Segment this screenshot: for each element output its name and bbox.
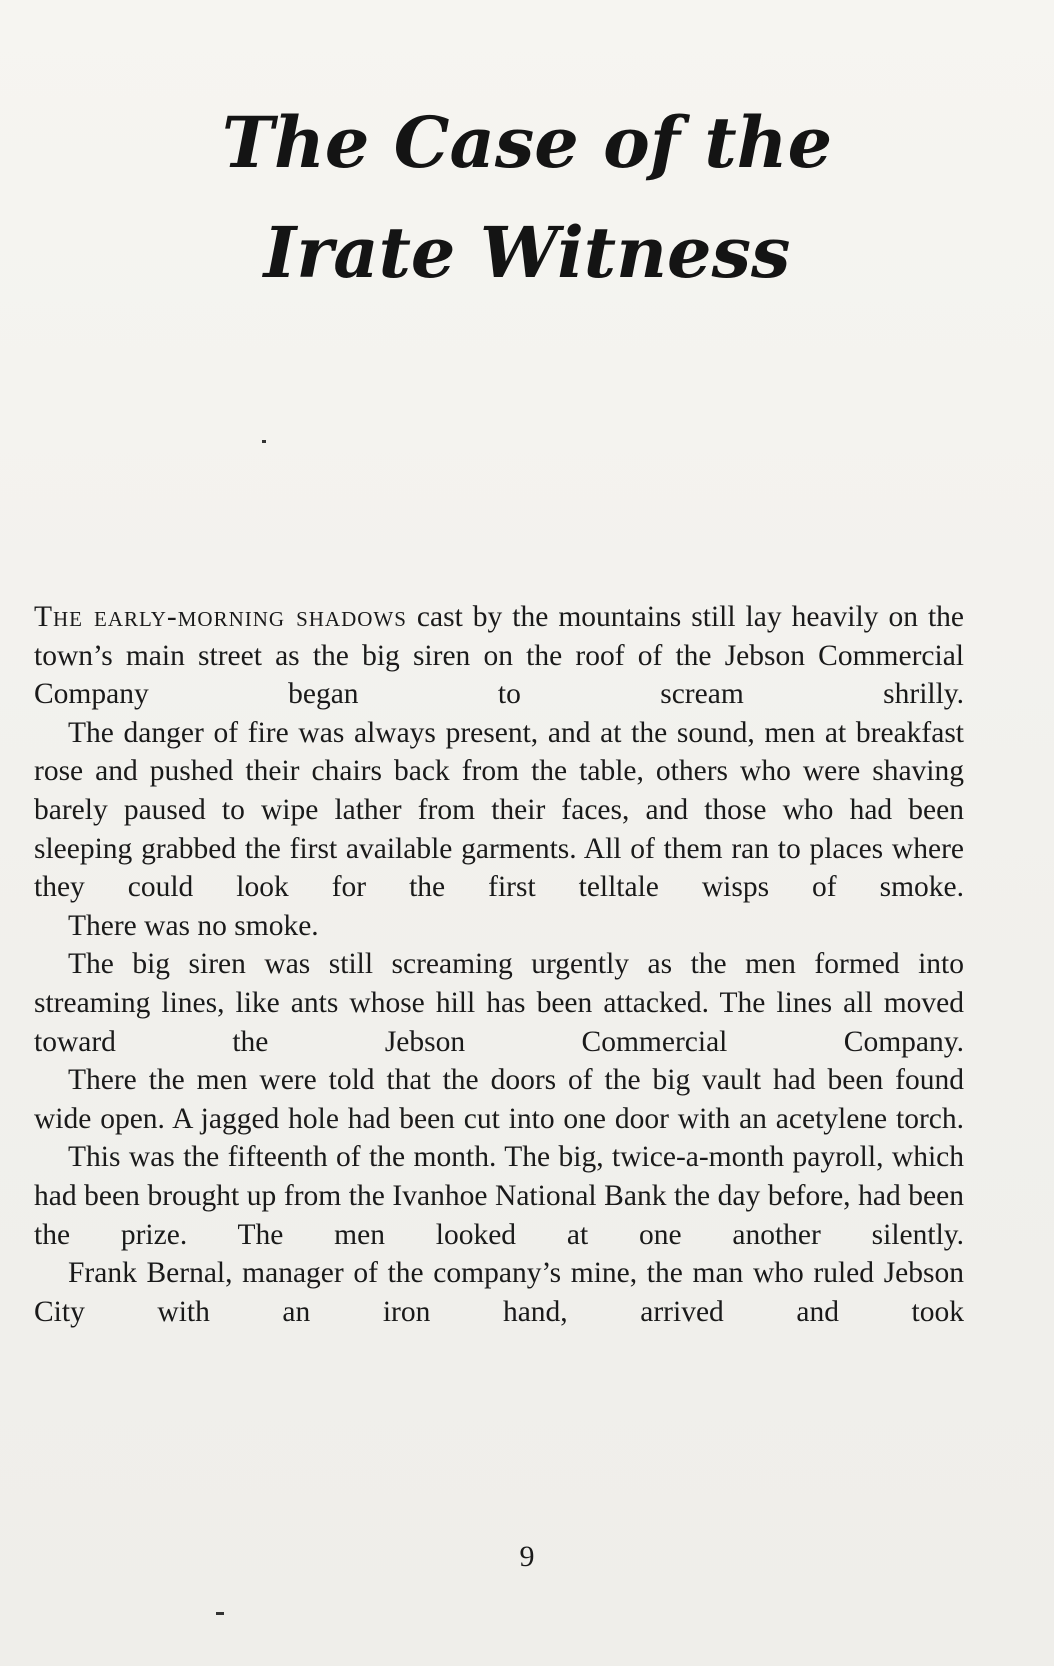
paragraph-7: Frank Bernal, manager of the company’s mine, the man who ruled Jebson City with an iron hand, arrived and took (34, 1257, 964, 1328)
speck-mark (262, 440, 266, 443)
chapter-title-line-2: Irate Witness (263, 211, 791, 294)
opening-smallcaps: The early-morning shadows (34, 601, 407, 633)
paragraph-4: The big siren was still screaming urgently as the men formed into streaming lines, like ants whose hill has been attacked. The lines all moved toward the Jebson Commercial Company. (34, 948, 964, 1058)
paragraph-1-text: cast by the mountains still lay heavily on the town’s main street as the big siren on the roof of the Jebson Commercial Company began to scream shrilly. (34, 601, 964, 711)
chapter-title-line-1: The Case of the (221, 101, 833, 184)
paragraph-2: The danger of fire was always present, and at the sound, men at breakfast rose and pushed their chairs back from the table, others who were shaving barely paused to wipe lather from their faces, and those who had been sleeping grabbed the first available garments. All of them ran to places where they could look for the first telltale wisps of smoke. (34, 716, 964, 904)
chapter-body (34, 598, 964, 1331)
paragraph-6: This was the fifteenth of the month. The big, twice-a-month payroll, which had been brought up from the Ivanhoe National Bank the day before, had been the prize. The men looked at one another silently. (34, 1141, 964, 1251)
paragraph-3: There was no smoke. (68, 909, 319, 942)
paragraph-1 (34, 598, 964, 714)
speck-mark (216, 1612, 224, 1615)
paragraph-5: There the men were told that the doors of the big vault had been found wide open. A jagged hole had been cut into one door with an acetylene torch. (34, 1064, 964, 1135)
page-number: 9 (519, 1540, 535, 1573)
